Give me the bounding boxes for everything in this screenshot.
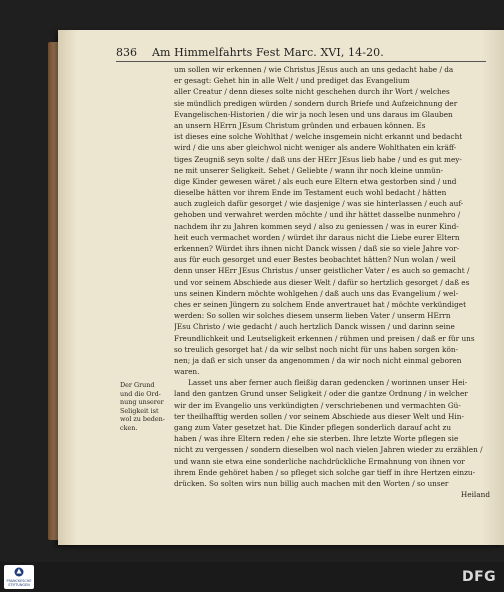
text-line: nachdem ihr zu Jahren kommen seyd / also zu geniessen / was in eurer Kind- [174, 221, 459, 231]
logo-left-text-line: FRANCKESCHE [6, 579, 32, 583]
text-line: ches er seinen Jüngern zu solchem Ende anvertrauet hat / möchte verkündiget [174, 299, 467, 309]
text-line: dige Kinder gewesen wäret / als euch eure Eltern etwa gestorben sind / und [174, 176, 457, 186]
text-line: an unsern HErrn JEsum Christum gründen und erbauen können. Es [174, 120, 426, 130]
text-line: drücken. So solten wirs nun billig auch machen mit den Worten / so unser [174, 478, 449, 488]
text-line: waren. [174, 367, 200, 377]
text-line: so treulich gesorget hat / da wir selbst noch nicht für uns haben sorgen kön- [174, 344, 459, 354]
text-line: um sollen wir erkennen / wie Christus JEsus auch an uns gedacht habe / da [174, 65, 454, 74]
text-line: heit euch vermachet worden / würdet ihr daraus nicht die Liebe eurer Eltern [174, 232, 460, 242]
franckesche-stiftungen-logo[interactable] [4, 565, 34, 589]
text-line: er gesagt: Gehet hin in alle Welt / und prediget das Evangelium [174, 76, 410, 86]
margin-note-line: Seligkeit ist [120, 406, 159, 415]
header-rule [116, 61, 486, 62]
text-line: wird / die uns aber gleichwol nicht weniger als andere Wohlthaten ein kräff- [174, 143, 457, 153]
margin-note-line: und die Ord- [120, 389, 161, 398]
viewer-footer-bar [0, 562, 504, 592]
text-line: dieselbe hätten vor ihrem Ende im Testament euch wohl bedacht / hätten [174, 188, 447, 198]
running-title: Am Himmelfahrts Fest Marc. XVI, 14-20. [152, 46, 384, 59]
text-line: und wann sie etwa eine sonderliche nachdrückliche Ermahnung von ihnen vor [174, 456, 465, 466]
text-line: denn unser HErr JEsus Christus / unser geistlicher Vater / es auch so gemacht / [174, 266, 470, 276]
text-line: haben / was ihre Eltern reden / ehe sie sterben. Ihre letzte Worte pflegen sie [174, 434, 459, 444]
text-line: uns seinen Kindern möchte wohlgehen / daß auch uns das Evangelium / wel- [174, 288, 459, 298]
text-line: sie mündlich predigen würden / sondern durch Briefe und Aufzeichnung der [174, 98, 458, 108]
text-line: land den gantzen Grund unser Seligkeit / oder die gantze Ordnung / in welcher [174, 389, 468, 399]
text-line: ihrem Ende gehöret haben / so pfleget sich solche gar tieff in ihre Hertzen einzu- [174, 467, 476, 477]
text-line: ter theilhafftig werden sollen / vor seinem Abschiede aus dieser Welt und Hin- [174, 411, 464, 421]
logo-left-text-line: STIFTUNGEN [8, 583, 30, 587]
text-line: aller Creatur / denn dieses solte nicht geschehen durch ihr Wort / welches [174, 87, 450, 97]
margin-note-line: nung unserer [120, 398, 164, 407]
text-line: erkennen? Würdet ihrs ihnen nicht Danck wissen / daß sie so viele Jahre vor- [174, 244, 460, 253]
text-line: Lasset uns aber ferner auch fleißig daran gedencken / worinnen unser Hei- [188, 378, 468, 388]
text-line: Evangelischen-Historien / die wir ja noch lesen und uns daraus im Glauben [174, 109, 453, 119]
text-line: auch zugleich dafür gesorget / wie dasjenige / was sie hinterlassen / euch auf- [174, 199, 464, 209]
text-line: ne mit unserer Seligkeit. Sehet / Geliebte / wann ihr noch kleine unmün- [174, 165, 444, 175]
margin-note-line: Der Grund [120, 381, 155, 389]
logo-left-text [4, 579, 34, 587]
text-line: Heiland [460, 490, 490, 500]
text-line: gang zum Vater gesetzet hat. Die Kinder pflegen sonderlich darauf acht zu [174, 423, 452, 432]
text-line: gehoben und verwahret werden möchte / und ihr hättet dasselbe nunmehro / [174, 210, 461, 220]
page-number: 836 [116, 46, 137, 59]
text-line: nicht zu vergessen / sondern dieselben wol nach vielen Jahren wieder zu erzählen / [174, 445, 483, 455]
margin-note-line: wol zu beden- [120, 415, 165, 424]
institution-emblem-icon [14, 567, 24, 577]
text-line: JEsu Christo / wie gedacht / auch hertzlich Danck wissen / und darinn seine [174, 322, 455, 332]
text-line: ist dieses eine solche Wohlthat / welche insgemein nicht erkannt und bedacht [174, 132, 463, 142]
text-line: nen; ja daß er sich unser da angenommen / da wir noch nicht einmal geboren [174, 355, 462, 365]
margin-note [120, 381, 174, 433]
margin-note-line: cken. [120, 423, 138, 432]
text-line: wir der im Evangelio uns verkündigten / verschriebenen und vermachten Gü- [174, 400, 461, 410]
text-line: tiges Zeugniß seyn solte / daß uns der HErr JEsus lieb habe / und es gut mey- [174, 154, 462, 164]
text-line: und vor seinem Abschiede aus dieser Welt / dafür so hertzlich gesorget / daß es [174, 277, 470, 287]
body-text [174, 64, 490, 500]
text-line: aus für euch gesorget und euer Bestes beobachtet hätten? Nun wolan / weil [174, 255, 456, 265]
dfg-logo[interactable]: DFG [462, 569, 497, 585]
text-line: werden: So sollen wir solches diesem unserm lieben Vater / unserm HErrn [174, 311, 451, 321]
text-line: Freundlichkeit und Leutseligkeit erkennen / rühmen und preisen / daß er für uns [174, 333, 475, 343]
